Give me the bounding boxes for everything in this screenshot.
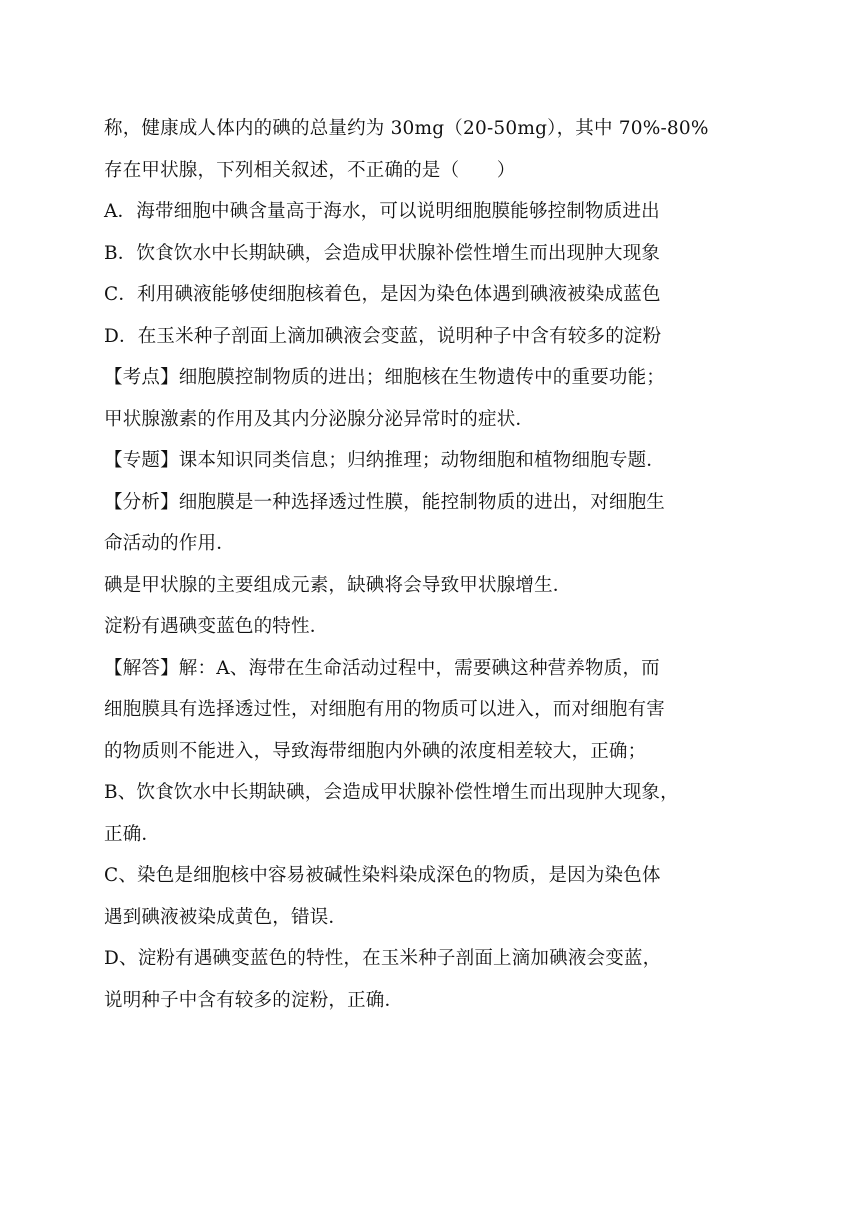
document-page bbox=[104, 108, 744, 1021]
fenxi-line-1: 【分析】细胞膜是一种选择透过性膜，能控制物质的进出，对细胞生 bbox=[104, 491, 666, 513]
jieda-line-1: 【解答】解：A、海带在生命活动过程中，需要碘这种营养物质，而 bbox=[104, 657, 660, 679]
question-stem-line-1: 称，健康成人体内的碘的总量约为 30mg（20-50mg），其中 70%-80% bbox=[104, 118, 709, 139]
jieda-line-2: 细胞膜具有选择透过性，对细胞有用的物质可以进入，而对细胞有害 bbox=[104, 699, 666, 720]
fenxi-line-4: 淀粉有遇碘变蓝色的特性． bbox=[104, 616, 329, 637]
zhuanti-line: 【专题】课本知识同类信息；归纳推理；动物细胞和植物细胞专题． bbox=[104, 450, 666, 471]
option-c: C．利用碘液能够使细胞核着色，是因为染色体遇到碘液被染成蓝色 bbox=[104, 284, 661, 305]
jieda-line-7: 遇到碘液被染成黄色，错误． bbox=[104, 906, 348, 928]
kaodian-line-2: 甲状腺激素的作用及其内分泌腺分泌异常时的症状． bbox=[104, 408, 535, 430]
jieda-line-9: 说明种子中含有较多的淀粉，正确． bbox=[104, 989, 404, 1011]
kaodian-line-1: 【考点】细胞膜控制物质的进出；细胞核在生物遗传中的重要功能； bbox=[104, 367, 666, 388]
jieda-line-3: 的物质则不能进入，导致海带细胞内外碘的浓度相差较大，正确； bbox=[104, 740, 647, 762]
jieda-line-4: B、饮食饮水中长期缺碘，会造成甲状腺补偿性增生而出现肿大现象， bbox=[104, 782, 679, 803]
jieda-line-5: 正确． bbox=[104, 823, 161, 845]
fenxi-line-2: 命活动的作用． bbox=[104, 533, 235, 554]
option-b: B．饮食饮水中长期缺碘，会造成甲状腺补偿性增生而出现肿大现象 bbox=[104, 242, 661, 264]
fenxi-line-3: 碘是甲状腺的主要组成元素，缺碘将会导致甲状腺增生． bbox=[104, 574, 572, 596]
question-stem-line-2: 存在甲状腺，下列相关叙述，不正确的是（ ） bbox=[104, 159, 516, 181]
option-d: D．在玉米种子剖面上滴加碘液会变蓝，说明种子中含有较多的淀粉 bbox=[104, 325, 662, 347]
jieda-line-8: D、淀粉有遇碘变蓝色的特性，在玉米种子剖面上滴加碘液会变蓝， bbox=[104, 948, 662, 969]
option-a: A．海带细胞中碘含量高于海水，可以说明细胞膜能够控制物质进出 bbox=[104, 201, 660, 222]
jieda-line-6: C、染色是细胞核中容易被碱性染料染成深色的物质，是因为染色体 bbox=[104, 865, 661, 886]
